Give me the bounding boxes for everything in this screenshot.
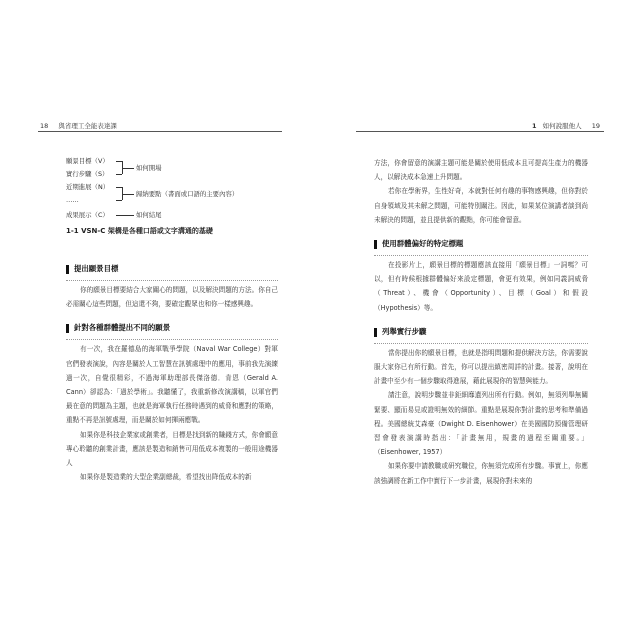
paragraph: 在投影片上，願景目標的標題應該直接用「願景目標」一詞嗎？可以，但有時候根據群體偏好來設定標題，會更有效果，例如同義詞威脅（Threat）、機會（Opportunity）、目標（Goal）和假設（Hypothesis）等。 [374,261,588,312]
section-divider [66,280,278,281]
diagram-item-vision: 願景目標（V） [66,157,109,165]
brace-arm [122,194,134,195]
right-header-rule [356,131,604,132]
right-chapter-title: 如何說服他人 [542,122,582,130]
section-divider [66,339,278,340]
left-header-rule [38,131,282,132]
paragraph: 如果你要申請教職或研究職位，你無須完成所有步驟。事實上，你應該強調將在新工作中實行下一步計畫，展現你對未來的 [374,462,588,485]
paragraph: 如果你是科技企業家或創業者，目標是找到新的賺錢方式，你會願意專心聆聽的創業計畫，應該是製造和銷售可用低成本複製的一般用途機器人 [66,430,278,468]
left-book-title: 與省理工全能表達課 [58,122,117,130]
section-heading [374,325,588,339]
diagram-note-opening: 如何開場 [136,164,162,172]
brace-arm [116,215,134,216]
diagram-item-contributions: 成果展示（C） [66,211,109,219]
vsnc-diagram [66,157,286,227]
section-title: 提出願景目標 [74,264,119,273]
paragraph: 若你在學術界，生性好奇，本就對任何有趣的事物感興趣，但你對於自身領域及其未解之問題，可能特別關注。因此，如果某位演講者談到尚未解決的問題，並且提供新的觀點，你可能會留意。 [374,187,588,224]
paragraph: 請注意，說明步驟並非鉅細靡遺列出所有行動。例如，無須列舉無關緊要、顯而易見或證明無效的細節。重點是展現你對計畫的思考和準備過程。美國總統艾森豪（Dwight D. Eisenhower）在美國國防預備管理研習會發表演講時指出：「計畫無用，規畫的過程至關重要。」（Eisenhower, 1957） [374,391,588,457]
paragraph: 你的願景目標要結合大家關心的問題，以及解決問題的方法。你自己必需關心這些問題，但這還不夠，要確定觀眾也和你一樣感興趣。 [66,286,278,309]
brace-tick [116,174,122,175]
left-page-body [66,252,278,484]
left-page-number: 18 [40,122,49,130]
section-heading [374,237,588,251]
section-title: 使用群體偏好的特定標題 [382,239,464,249]
diagram-item-steps: 實行步驟（S） [66,170,109,178]
diagram-note-closing: 如何結尾 [136,211,162,219]
paragraph: 方法，你會留意的演講主題可能是關於使用低成本且可提高生產力的機器人，以解決成本急速上升問題。 [374,159,588,182]
chapter-number: 1 [532,122,537,130]
left-running-head [40,121,117,130]
brace-tick [116,200,122,201]
right-page-number: 19 [591,122,600,130]
paragraph: 如果你是製造業的大型企業副總裁，希望找出降低成本的新 [80,473,252,482]
right-page-body [374,156,588,488]
section-heading [66,262,278,276]
diagram-item-ellipsis: …… [66,196,79,204]
section-heading [66,321,278,335]
paragraph: 當你提出你的願景目標，也就是指明問題和提供解決方法，你需要說服大家你已有所行動。首先，你可以提出縝密周詳的計畫。接著，說明在計畫中至少有一個步驟取得進展，藉此展現你的智慧與能力。 [374,348,588,386]
right-running-head [532,121,600,130]
brace-arm [122,168,134,169]
section-title: 針對各種群體提出不同的願景 [74,323,171,333]
diagram-item-news: 近期進展（N） [66,183,110,191]
diagram-note-body: 歸納要點（書面或口語的主要內容） [136,190,239,198]
figure-caption: 1-1 VSN-C 架構是各種口語或文字溝通的基礎 [66,227,213,235]
paragraph: 有一次，我在羅德島的海軍戰爭學院（Naval War College）對軍官們發表演說，內容是關於人工智慧在訊號處理中的應用，事前我先演練過一次，自覺很精彩，不過海軍助理部長傑洛德．肯恩（Gerald A. Cann）卻認為：「過於學術」。我聽懂了，我重新修改演講稿，以軍官們最在意的問題為主題，也就是海軍執行任務時遇到的威脅和應對的策略，重點不再是訊號處理，而是關於如何揮兩應戰。 [66,345,278,425]
section-divider [374,255,588,256]
section-divider [374,343,588,344]
section-title: 列舉實行步驟 [382,326,427,336]
